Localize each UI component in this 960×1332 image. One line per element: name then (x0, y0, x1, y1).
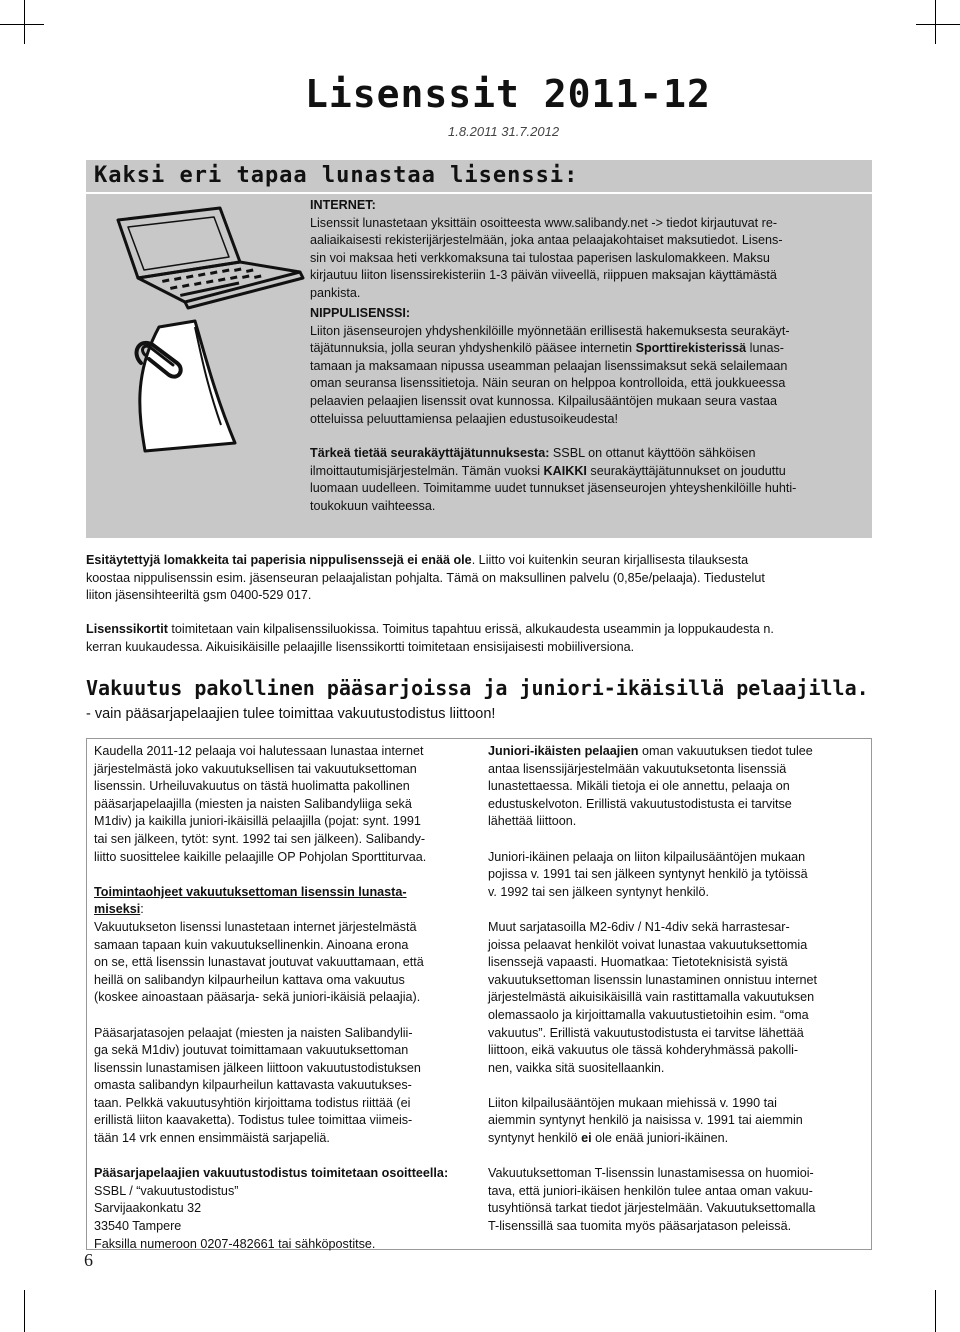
text-line: lisenssin. Urheiluvakuutus on tästä huolimatta pakollinen (94, 779, 410, 794)
text-line: Juniori-ikäinen pelaaja on liiton kilpailusääntöjen mukaan (488, 849, 806, 864)
note-text: toimitetaan vain kilpalisenssiluokissa. Toimitus tapahtuu erissä, alkukaudesta useammin ja loppukaudesta n. (167, 622, 774, 636)
insurance-right-column (488, 743, 868, 1253)
right-paragraph-4 (488, 1095, 868, 1148)
text-line: tusyhtiönsä tarkat tiedot järjestelmään. Vakuutuksettomalla (488, 1201, 816, 1216)
text-line: lisenssin lunastamisen jälkeen liittoon vakuutustodistuksen (94, 1060, 421, 1075)
crop-mark (935, 0, 936, 44)
note-line: koostaa nippulisenssin esim. jäsenseuran pelaajalistan pohjalta. Tämä on maksullinen palvelu (0,85e/pelaaja). Tiedustelut (86, 570, 765, 585)
insurance-heading: Vakuutus pakollinen pääsarjoissa ja juniori-ikäisillä pelaajilla. (86, 676, 869, 700)
text-line: T-lisenssillä saa tuomita myös pääsarjatason peleissä. (488, 1219, 792, 1234)
internet-line: aaliaikaisesti rekisterijärjestelmään, joka antaa pelaajakohtaiset maksutiedot. Lisens- (310, 233, 783, 248)
text-line: edustuskelvoton. Erillistä vakuutustodistusta ei tarvitse (488, 796, 792, 811)
sporttirekisteri-emphasis: Sporttirekisterissä (635, 341, 747, 356)
internet-line: Lisenssit lunastetaan yksittäin osoitteesta www.salibandy.net -> tiedot kirjautuvat re- (310, 215, 778, 230)
note-line (86, 621, 774, 639)
note-text: . Liitto voi kuitenkin seuran kirjallisesta tilauksesta (471, 553, 749, 567)
text-line: järjestelmästä joko vakuutuksellisen tai vakuutuksettoman (94, 761, 417, 776)
text-line: olemassaolo ja kirjoittamalla vakuutustietoihin esim. “oma (488, 1007, 809, 1022)
text-line: pääsarjapelaajilla (miesten ja naisten Salibandyliiga sekä (94, 796, 412, 811)
text-line: liittoon, eikä vakuutus ole tässä kohderyhmässä pakolli- (488, 1043, 799, 1058)
address-heading: Pääsarjapelaajien vakuutustodistus toimitetaan osoitteella: (94, 1166, 449, 1181)
paperclip-document-icon (125, 315, 245, 455)
text-line: liitto suosittelee kaikille pelaajille OP Pohjolan Sporttiturvaa. (94, 849, 427, 864)
text-line: taan. Pelkkä vakuutusyhtiön kirjoittama todistus riittää (ei (94, 1095, 411, 1110)
notes-paragraph-1 (86, 552, 765, 605)
text-line: lähettää liittoon. (488, 814, 577, 829)
insurance-left-column (94, 743, 479, 1271)
text-line: Vakuutuksettoman T-lisenssin lunastamisessa on huomioi- (488, 1166, 814, 1181)
text-line: v. 1992 tai sen jälkeen syntynyt henkilö. (488, 884, 709, 899)
text-line: M1div) ja kaikilla juniori-ikäisillä pelaajilla (pojat: synt. 1991 (94, 814, 421, 829)
text-line: Pääsarjatasojen pelaajat (miesten ja naisten Salibandylii- (94, 1025, 413, 1040)
text-line: tai sen jälkeen, tytöt: synt. 1992 tai sen jälkeen). Salibandy- (94, 831, 426, 846)
nippu-line: oman seuransa lisenssitietoja. Näin seuran on helppoa kontrolloida, että joukkueessa (310, 376, 786, 391)
important-line: luomaan uudelleen. Toimitamme uudet tunnukset jäsenseurojen yhteyshenkilöille huhti- (310, 481, 797, 496)
important-line (310, 445, 796, 463)
nippu-text: lunas- (746, 341, 784, 356)
page-number: 6 (84, 1250, 93, 1270)
important-label: Tärkeä tietää seurakäyttäjätunnuksesta: (310, 446, 550, 460)
internet-label: INTERNET: (310, 198, 376, 212)
nippu-label: NIPPULISENSSI: (310, 306, 411, 320)
junior-emphasis: Juniori-ikäisten pelaajien (488, 744, 639, 758)
left-paragraph-3 (94, 1025, 479, 1148)
nippu-line: tamaan ja maksamaan nipussa useamman pelaajan lisenssimaksut sekä selailemaan (310, 358, 788, 373)
instructions-heading: miseksi (94, 902, 141, 917)
text-line: ga sekä M1div) joutuvat toimittamaan vakuutuksettoman (94, 1043, 409, 1058)
address-line: Sarvijaakonkatu 32 (94, 1201, 202, 1216)
text-line: aiemmin syntynyt henkilö ja naisissa v. 1991 tai aiemmin (488, 1113, 803, 1128)
crop-mark (24, 0, 25, 44)
notes-paragraph-2 (86, 621, 774, 656)
crop-mark (935, 1290, 936, 1332)
text-line: pojissa v. 1991 tai sen jälkeen syntynyt henkilö ja tytöissä (488, 867, 808, 882)
nippu-line (310, 340, 790, 358)
nippu-section (310, 305, 790, 428)
text-line: vakuutus”. Erillistä vakuutustodistusta ei tarvitse lähettää (488, 1025, 804, 1040)
panel-divider (86, 192, 872, 194)
text-line: Muut sarjatasoilla M2-6div / N1-4div sekä harrastesar- (488, 919, 790, 934)
crop-mark (0, 24, 44, 25)
important-line (310, 463, 796, 481)
address-line: 33540 Tampere (94, 1219, 182, 1234)
right-paragraph-2 (488, 849, 868, 902)
note-line: kerran kuukaudessa. Aikuisikäisille pelaajille lisenssikortti toimitetaan ensisijaisesti mobiiliversiona. (86, 639, 635, 654)
text-line: lunastettaessa. Mikäli tietoja ei ole annettu, pelaaja on (488, 779, 790, 794)
note-line: liiton jäsensihteeriltä gsm 0400-529 017. (86, 588, 312, 603)
nippu-line: otteluissa peluuttamiensa pelaajien edustusoikeudesta! (310, 411, 619, 426)
internet-line: kirjautuu liiton lisenssirekisteriin 1-3 päivän viiveellä, riippuen maksajan käyttämästä (310, 268, 777, 283)
text-line: Kaudella 2011-12 pelaaja voi halutessaan lunastaa internet (94, 744, 424, 758)
text-line: antaa lisenssijärjestelmään vakuutuksetonta lisenssiä (488, 761, 787, 776)
text-line: järjestelmästä aikuisikäisillä vain rastittamalla vakuutuksen (488, 990, 815, 1005)
internet-line: pankista. (310, 285, 361, 300)
text-line: erillistä liiton kaavaketta). Todistus tulee toimittaa viimeis- (94, 1113, 413, 1128)
important-text: seurakäyttäjätunnukset on jouduttu (586, 463, 786, 478)
insurance-subheading: - vain pääsarjapelaajien tulee toimittaa vakuutustodistus liittoon! (86, 706, 496, 722)
text-line: samaan tapaan kuin vakuutuksellinenkin. Ainoana erona (94, 937, 409, 952)
right-paragraph-5 (488, 1165, 868, 1235)
crop-mark (24, 1290, 25, 1332)
important-line: toukokuun vaihteessa. (310, 498, 436, 513)
kaikki-emphasis: KAIKKI (543, 463, 587, 478)
important-text: ilmoittautumisjärjestelmän. Tämän vuoksi (310, 463, 544, 478)
page-title: Lisenssit 2011-12 (305, 72, 711, 116)
text-line: omasta salibandyn kilpaurheilun kattavasta vakuutukses- (94, 1078, 412, 1093)
text-line: heillä on salibandyn kilpaurheilun kattava oma vakuutus (94, 972, 405, 987)
note-line (86, 552, 765, 570)
nippu-line: Liiton jäsenseurojen yhdyshenkilöille myönnetään erillisestä hakemuksesta seurakäyt- (310, 323, 790, 338)
crop-mark (916, 24, 960, 25)
address-line: SSBL / “vakuutustodistus” (94, 1183, 239, 1198)
text-line: Vakuutukseton lisenssi lunastetaan internet järjestelmästä (94, 919, 417, 934)
text-line: on se, että lisenssin lunastavat joutuvat vakuuttamaan, että (94, 955, 424, 970)
note-emphasis: Esitäytettyjä lomakkeita tai paperisia nippulisenssejä ei enää ole (86, 553, 472, 567)
left-paragraph-1 (94, 743, 479, 866)
laptop-icon (100, 200, 305, 310)
text-line: tään 14 vrk ennen ensimmäistä sarjapeliä. (94, 1131, 330, 1146)
important-section (310, 445, 796, 515)
text-line: lisenssejä vapaasti. Huomatkaa: Tietoteknisistä syistä (488, 955, 788, 970)
season-dates: 1.8.2011 31.7.2012 (448, 124, 560, 139)
text-line: (koskee ainoastaan pääsarja- sekä juniori-ikäisiä pelaajia). (94, 990, 421, 1005)
text-line: oman vakuutuksen tiedot tulee (638, 744, 813, 758)
text-line: nen, vaikka sitä suositellaankin. (488, 1060, 665, 1075)
address-line: Faksilla numeroon 0207-482661 tai sähköpostitse. (94, 1236, 376, 1251)
nippu-text: täjätunnuksia, jolla seuran yhdyshenkilö pääsee internetin (310, 341, 636, 356)
instructions-heading: Toimintaohjeet vakuutuksettoman lisenssin lunasta- (94, 884, 407, 899)
ways-heading: Kaksi eri tapaa lunastaa lisenssi: (94, 163, 579, 188)
text-line: : (140, 902, 144, 917)
text-line: vakuutuksettoman lisenssin lunastaminen onnistuu internet (488, 972, 818, 987)
nippu-line: pelaavien pelaajien lisenssit ovat kunnossa. Kilpailusääntöjen mukaan seura vastaa (310, 393, 777, 408)
text-line: joissa pelaavat henkilöt voivat lunastaa vakuutuksettomia (488, 937, 808, 952)
important-text: SSBL on ottanut käyttöön sähköisen (549, 446, 756, 460)
internet-section (310, 197, 783, 303)
text-line: Liiton kilpailusääntöjen mukaan miehissä v. 1990 tai (488, 1095, 777, 1110)
ei-emphasis: ei (581, 1131, 592, 1146)
internet-line: sin voi maksaa heti verkkomaksuna tai tulostaa paperisen laskulomakkeen. Maksu (310, 250, 770, 265)
left-paragraph-4 (94, 1165, 479, 1253)
text-line: ole enää juniori-ikäinen. (591, 1131, 729, 1146)
note-emphasis: Lisenssikortit (86, 622, 168, 636)
left-paragraph-2 (94, 884, 479, 1007)
right-paragraph-1 (488, 743, 868, 831)
right-paragraph-3 (488, 919, 868, 1077)
text-line: tava, että juniori-ikäisen henkilön tulee antaa oman vakuu- (488, 1183, 813, 1198)
text-line: syntynyt henkilö (488, 1131, 582, 1146)
